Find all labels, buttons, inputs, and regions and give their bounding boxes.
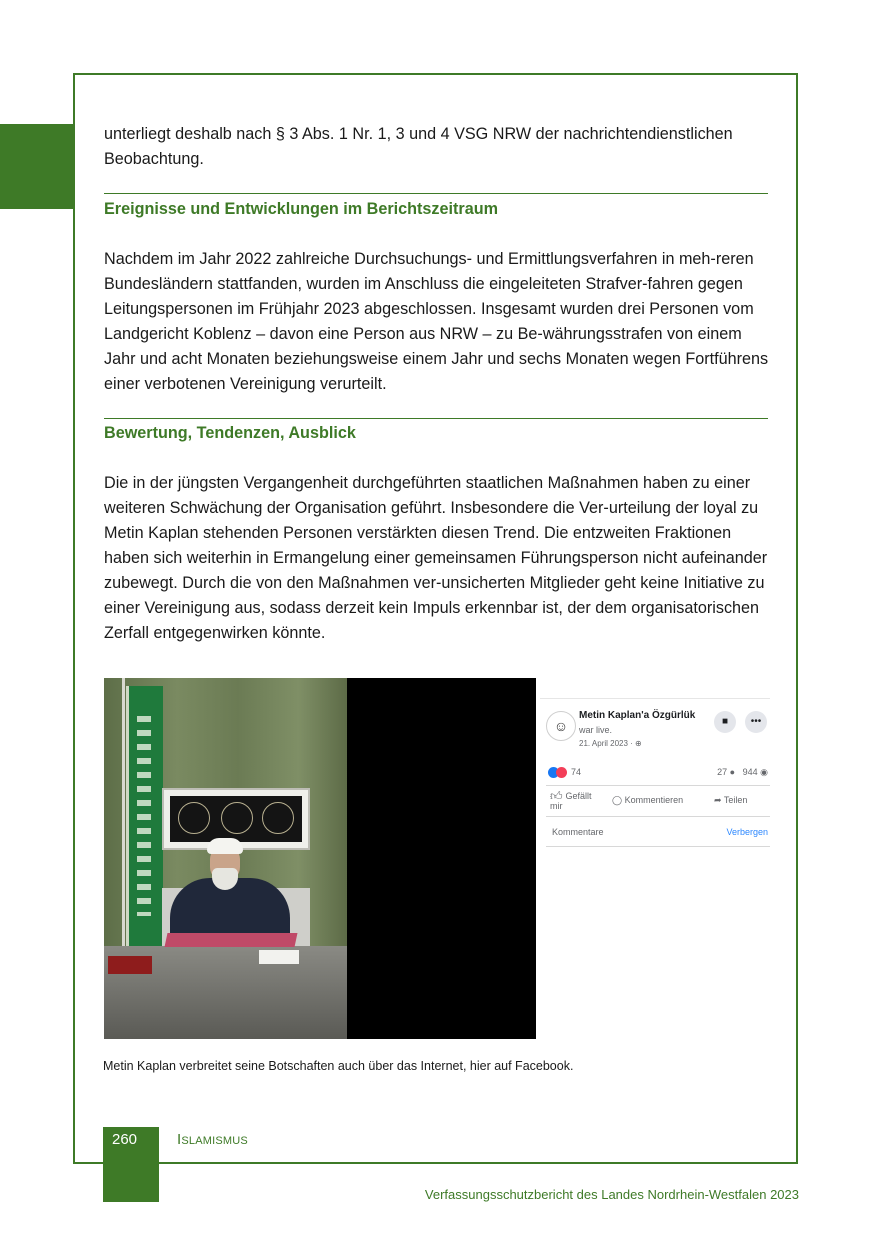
comment-button[interactable]: ◯ Kommentieren (612, 795, 684, 805)
comment-count-icon: ● (729, 767, 736, 777)
comment-icon: ◯ (612, 795, 623, 805)
page-avatar[interactable]: ☺ (546, 711, 576, 741)
more-icon[interactable]: ••• (745, 711, 767, 733)
like-button[interactable]: 👍︎ Gefällt mir (550, 789, 592, 811)
intro-paragraph: unterliegt deshalb nach § 3 Abs. 1 Nr. 1, 3 und 4 VSG NRW der nachrichtendienstlichen Beobachtung. (104, 125, 733, 168)
love-reaction-icon (556, 767, 567, 778)
section-divider (104, 418, 768, 419)
hide-comments-link[interactable]: Verbergen (726, 827, 768, 837)
publication-title: Verfassungsschutzbericht des Landes Nordrhein-Westfalen 2023 (424, 1187, 799, 1202)
section-body-assessment: Die in der jüngsten Vergangenheit durchgeführten staatlichen Maßnahmen haben zu einer weiteren Schwächung der Organisation geführt. Insbesondere die Ver-urteilung der loyal zu Metin Kaplan stehenden Personen verstärkten diesen Trend. Die entzweiten Fraktionen haben sich weiterhin in Ermangelung einer gemeinsamen Führungsperson nicht aufeinander zubewegt. Durch die von den Maßnahmen ver-unsicherten Mitglieder geht keine Initiative zu einer Vereinigung aus, sodass derzeit kein Impuls erkennbar ist, der dem organisatorischen Zerfall entgegenwirken könnte. (104, 474, 768, 642)
reactions-summary[interactable]: 74 (548, 767, 581, 778)
page-name[interactable]: Metin Kaplan'a Özgürlük (579, 710, 696, 721)
share-icon: ➦ (714, 795, 722, 805)
live-status: war live. (579, 725, 613, 735)
chapter-tab (0, 124, 75, 209)
thumbs-up-icon: 👍︎ (550, 789, 563, 803)
section-heading-events: Ereignisse und Entwicklungen im Berichtszeitraum (104, 200, 498, 218)
comments-label: Kommentare (552, 827, 604, 837)
page-number: 260 (112, 1131, 138, 1148)
globe-icon: ⊕ (635, 739, 642, 748)
flag-image (126, 686, 163, 976)
engagement-stats: 27 ● 944 ◉ (717, 767, 768, 777)
running-section-title: Islamismus (177, 1131, 248, 1148)
post-date: 21. April 2023 · ⊕ (579, 739, 642, 748)
section-heading-assessment: Bewertung, Tendenzen, Ausblick (104, 424, 356, 442)
video-screenshot (104, 678, 536, 1039)
share-button[interactable]: ➦ Teilen (714, 795, 748, 805)
section-body-events: Nachdem im Jahr 2022 zahlreiche Durchsuchungs- und Ermittlungsverfahren in meh-reren Bundesländern stattfanden, wurden im Anschluss die eingeleiteten Strafver-fahren gegen Leitungspersonen im Frühjahr 2023 abgeschlossen. Insgesamt wurden drei Personen vom Landgericht Koblenz – davon eine Person aus NRW – zu Be-währungsstrafen von einem Jahr und acht Monaten beziehungsweise einem Jahr und sechs Monaten wegen Fortführens einer verbotenen Vereinigung verurteilt. (104, 250, 769, 393)
facebook-post-card (540, 698, 770, 849)
figure-caption: Metin Kaplan verbreitet seine Botschaften auch über das Internet, hier auf Facebook. (103, 1059, 574, 1073)
lock-icon[interactable]: ■ (714, 711, 736, 733)
views-icon: ◉ (760, 767, 768, 777)
section-divider (104, 193, 768, 194)
